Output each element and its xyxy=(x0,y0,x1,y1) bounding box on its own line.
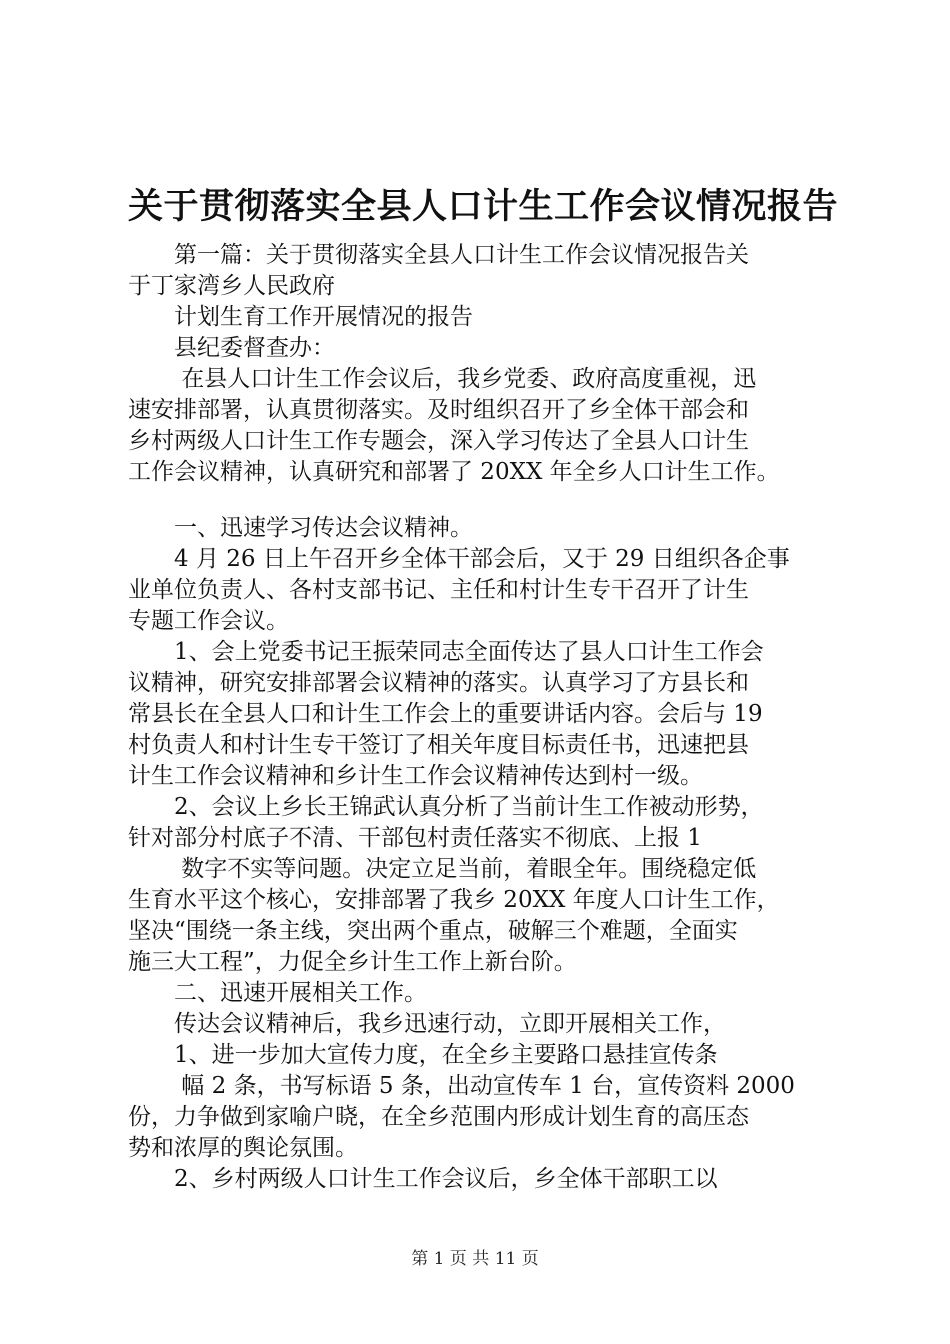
body-line: 县纪委督查办： xyxy=(128,335,335,361)
body-line: 速安排部署，认真贯彻落实。及时组织召开了乡全体干部会和 xyxy=(128,397,749,423)
document-title: 关于贯彻落实全县人口计生工作会议情况报告 xyxy=(128,187,839,227)
body-line: 1、会上党委书记王振荣同志全面传达了县人口计生工作会 xyxy=(128,639,764,665)
body-line: 数字不实等问题。决定立足当前，着眼全年。围绕稳定低 xyxy=(128,856,757,882)
body-line: 1、进一步加大宣传力度，在全乡主要路口悬挂宣传条 xyxy=(128,1042,718,1068)
document-body xyxy=(128,240,838,1195)
body-line: 传达会议精神后，我乡迅速行动，立即开展相关工作， xyxy=(128,1011,726,1037)
body-line: 幅 2 条，书写标语 5 条，出动宣传车 1 台，宣传资料 2000 xyxy=(128,1073,795,1099)
body-line: 乡村两级人口计生工作专题会，深入学习传达了全县人口计生 xyxy=(128,428,749,454)
body-line: 业单位负责人、各村支部书记、主任和村计生专干召开了计生 xyxy=(128,577,749,603)
section-heading: 二、迅速开展相关工作。 xyxy=(128,980,427,1006)
body-line: 针对部分村底子不清、干部包村责任落实不彻底、上报 1 xyxy=(128,825,702,851)
body-line: 计生工作会议精神和乡计生工作会议精神传达到村一级。 xyxy=(128,763,703,789)
body-line: 势和浓厚的舆论氛围。 xyxy=(128,1135,358,1161)
body-line: 份，力争做到家喻户晓，在全乡范围内形成计划生育的高压态 xyxy=(128,1104,749,1130)
body-line: 2、乡村两级人口计生工作会议后，乡全体干部职工以 xyxy=(128,1166,718,1192)
body-line: 议精神，研究安排部署会议精神的落实。认真学习了方县长和 xyxy=(128,670,749,696)
body-line: 施三大工程”，力促全乡计生工作上新台阶。 xyxy=(128,949,577,975)
page-number-footer: 第 1 页 共 11 页 xyxy=(411,1249,539,1269)
body-line: 专题工作会议。 xyxy=(128,608,289,634)
body-line: 村负责人和村计生专干签订了相关年度目标责任书，迅速把县 xyxy=(128,732,749,758)
body-line: 坚决“围绕一条主线，突出两个重点，破解三个难题，全面实 xyxy=(128,918,738,944)
body-line: 计划生育工作开展情况的报告 xyxy=(128,304,473,330)
paragraph-gap xyxy=(128,488,838,513)
body-line: 在县人口计生工作会议后，我乡党委、政府高度重视，迅 xyxy=(128,366,757,392)
body-line: 2、会议上乡长王锦武认真分析了当前计生工作被动形势， xyxy=(128,794,764,820)
body-line: 于丁家湾乡人民政府 xyxy=(128,273,335,299)
body-line: 4 月 26 日上午召开乡全体干部会后，又于 29 日组织各企事 xyxy=(128,546,790,572)
body-line: 生育水平这个核心，安排部署了我乡 20XX 年度人口计生工作， xyxy=(128,887,780,913)
body-line: 工作会议精神，认真研究和部署了 20XX 年全乡人口计生工作。 xyxy=(128,459,780,485)
body-line: 常县长在全县人口和计生工作会上的重要讲话内容。会后与 19 xyxy=(128,701,763,727)
body-line: 第一篇：关于贯彻落实全县人口计生工作会议情况报告关 xyxy=(128,242,749,268)
section-heading: 一、迅速学习传达会议精神。 xyxy=(128,515,473,541)
